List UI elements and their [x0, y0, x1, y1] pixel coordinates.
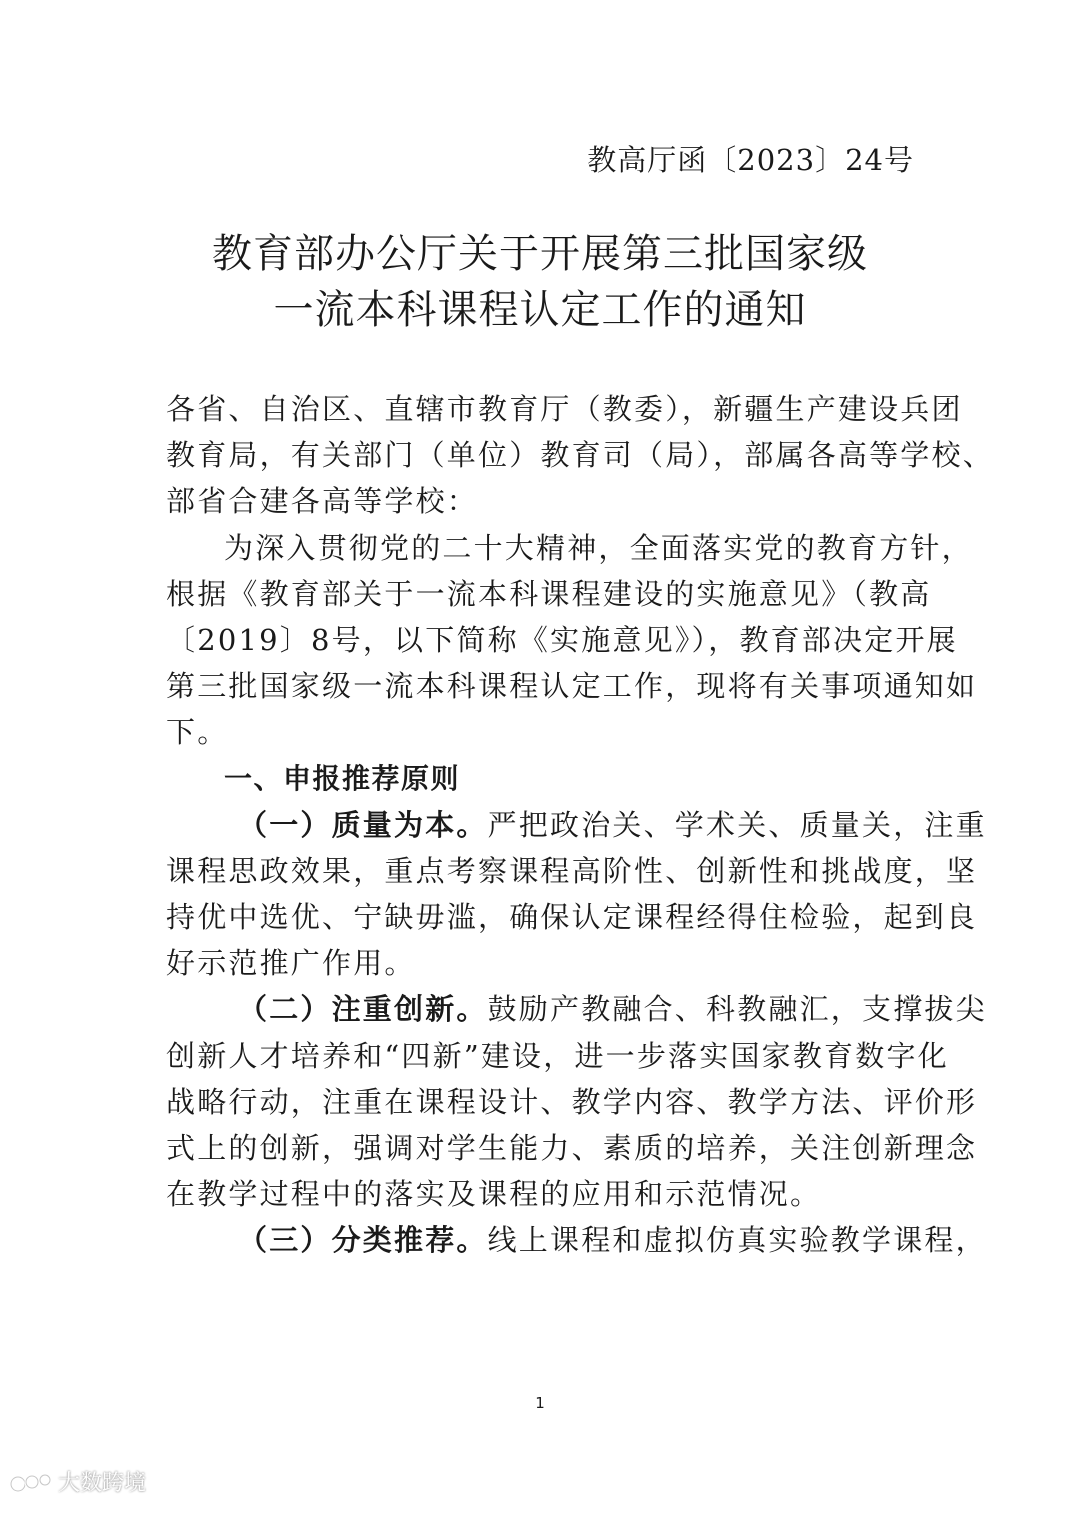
item-text: 线上课程和虚拟仿真实验教学课程，: [487, 1223, 987, 1258]
intro-line: 下。: [166, 715, 229, 750]
addressee-line: 各省、自治区、直辖市教育厅（教委），新疆生产建设兵团: [166, 392, 963, 426]
item-text: 严把政治关、学术关、质量关，注重: [487, 807, 987, 842]
item-label: （一）质量为本。: [238, 807, 488, 842]
item-line: 式上的创新，强调对学生能力、素质的培养，关注创新理念: [166, 1131, 978, 1165]
item-line: 创新人才培养和“四新”建设，进一步落实国家教育数字化: [166, 1038, 949, 1073]
logo-icon: [8, 1469, 54, 1495]
item-line: [166, 802, 987, 848]
item-label: （二）注重创新。: [238, 992, 488, 1027]
intro-line: 根据《教育部关于一流本科课程建设的实施意见》（教高: [166, 576, 932, 611]
item-label: （三）分类推荐。: [238, 1223, 488, 1258]
intro-line: 第三批国家级一流本科课程认定工作，现将有关事项通知如: [166, 669, 978, 704]
document-number: 教高厅函〔2023〕24号: [587, 143, 914, 177]
item-line: [166, 986, 987, 1032]
item-line: 战略行动，注重在课程设计、教学内容、教学方法、评价形: [166, 1084, 978, 1119]
item-line: 持优中选优、宁缺毋滥，确保认定课程经得住检验，起到良: [166, 900, 978, 935]
title-line: 一流本科课程认定工作的通知: [273, 287, 807, 333]
watermark-text: 大数跨境: [58, 1471, 147, 1496]
intro-line: 为深入贯彻党的二十大精神，全面落实党的教育方针，: [224, 530, 973, 565]
item-line: [166, 1217, 987, 1263]
title-line: 教育部办公厅关于开展第三批国家级: [212, 231, 868, 277]
document-title: [0, 226, 1080, 338]
page-number: 1: [535, 1394, 545, 1412]
item-line: 在教学过程中的落实及课程的应用和示范情况。: [166, 1177, 822, 1212]
item-text: 鼓励产教融合、科教融汇，支撑拔尖: [487, 992, 987, 1027]
addressee-line: 教育局，有关部门（单位）教育司（局），部属各高等学校、: [166, 438, 994, 473]
addressee-line: 部省合建各高等学校：: [166, 484, 479, 519]
watermark: [8, 1466, 146, 1497]
item-line: 好示范推广作用。: [166, 946, 416, 981]
intro-line: 〔2019〕8号，以下简称《实施意见》），教育部决定开展: [166, 622, 958, 657]
item-line: 课程思政效果，重点考察课程高阶性、创新性和挑战度，坚: [166, 853, 978, 888]
section-heading: 一、申报推荐原则: [224, 761, 461, 795]
document-body: [166, 386, 994, 1264]
